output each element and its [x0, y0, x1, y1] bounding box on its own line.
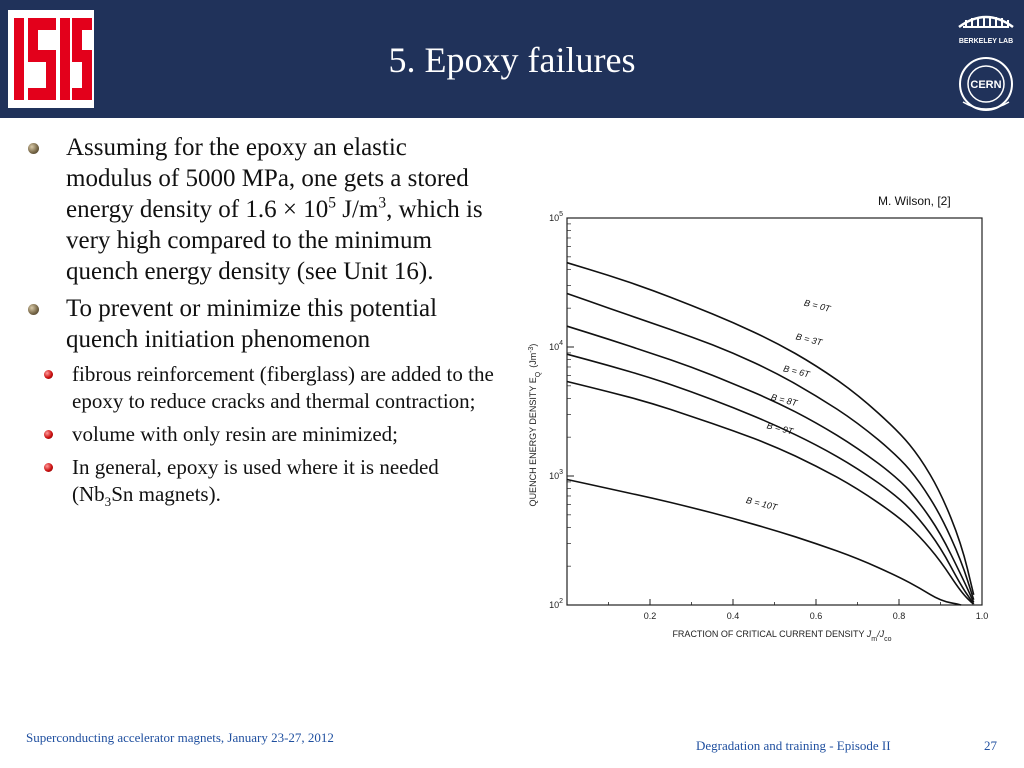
series-label: B = 8T [769, 391, 799, 409]
y-tick-label: $10^3$ [549, 469, 563, 481]
x-tick-label: 0.6 [809, 611, 823, 621]
slide-content [28, 132, 498, 514]
series-label: B = 9T [765, 420, 795, 437]
sub-bullet-list [28, 361, 498, 508]
sub-bullet-icon [44, 463, 53, 472]
series-label: B = 0T [803, 297, 832, 314]
sub-bullet-icon [44, 370, 53, 379]
footer-episode: Degradation and training - Episode II [696, 738, 891, 753]
footer-course-info: Superconducting accelerator magnets, January 23-27, 2012 [26, 730, 334, 745]
series-line-2 [567, 326, 974, 602]
x-tick-label: 0.8 [892, 611, 906, 621]
quench-energy-chart [520, 205, 1000, 645]
berkeley-lab-logo [955, 5, 1017, 49]
figure-citation: M. Wilson, [2] [878, 194, 951, 208]
bullet-icon [28, 304, 39, 315]
plot-frame [567, 218, 982, 605]
x-axis-label: FRACTION OF CRITICAL CURRENT DENSITY $J_m/J_{co}$ [672, 629, 892, 643]
x-tick-label: 0.2 [643, 611, 657, 621]
y-tick-label: $10^4$ [549, 340, 563, 352]
series-label: B = 3T [794, 331, 824, 348]
page-number: 27 [984, 738, 997, 753]
series-line-3 [567, 354, 974, 604]
y-axis-label: QUENCH ENERGY DENSITY $E_Q(Jm^{-3})$ [527, 343, 542, 507]
sub-bullet-nb3sn: In general, epoxy is used where it is needed ($Nb_3Sn$ magnets). [28, 454, 498, 508]
slide-title: 5. Epoxy failures [388, 40, 636, 80]
x-tick-label: 0.4 [726, 611, 740, 621]
sub-bullet-resin: volume with only resin are minimized; [28, 421, 498, 448]
y-tick-label: $10^2$ [549, 598, 563, 610]
slide-header [0, 0, 1024, 118]
y-tick-label: $10^5$ [549, 211, 563, 223]
series-label: B = 6T [782, 363, 811, 380]
bullet-icon [28, 143, 39, 154]
bullet-epoxy-modulus: Assuming for the epoxy an elastic modulus of 5000 MPa, one gets a stored energy density of $1.6 \times 10^5$ $J/m^3$, which is very high compared to the minimum quench energy density (see Unit 16). [28, 132, 498, 287]
sub-bullet-icon [44, 430, 53, 439]
svg-text:CERN: CERN [970, 79, 1002, 91]
series-label: B = 10T [744, 495, 779, 513]
cern-logo [955, 54, 1017, 114]
x-tick-label: 1.0 [975, 611, 989, 621]
bullet-prevention: To prevent or minimize this potential quench initiation phenomenon [28, 293, 498, 355]
sub-bullet-fiberglass: fibrous reinforcement (fiberglass) are added to the epoxy to reduce cracks and thermal contraction; [28, 361, 498, 415]
svg-text:BERKELEY LAB: BERKELEY LAB [958, 38, 1014, 45]
